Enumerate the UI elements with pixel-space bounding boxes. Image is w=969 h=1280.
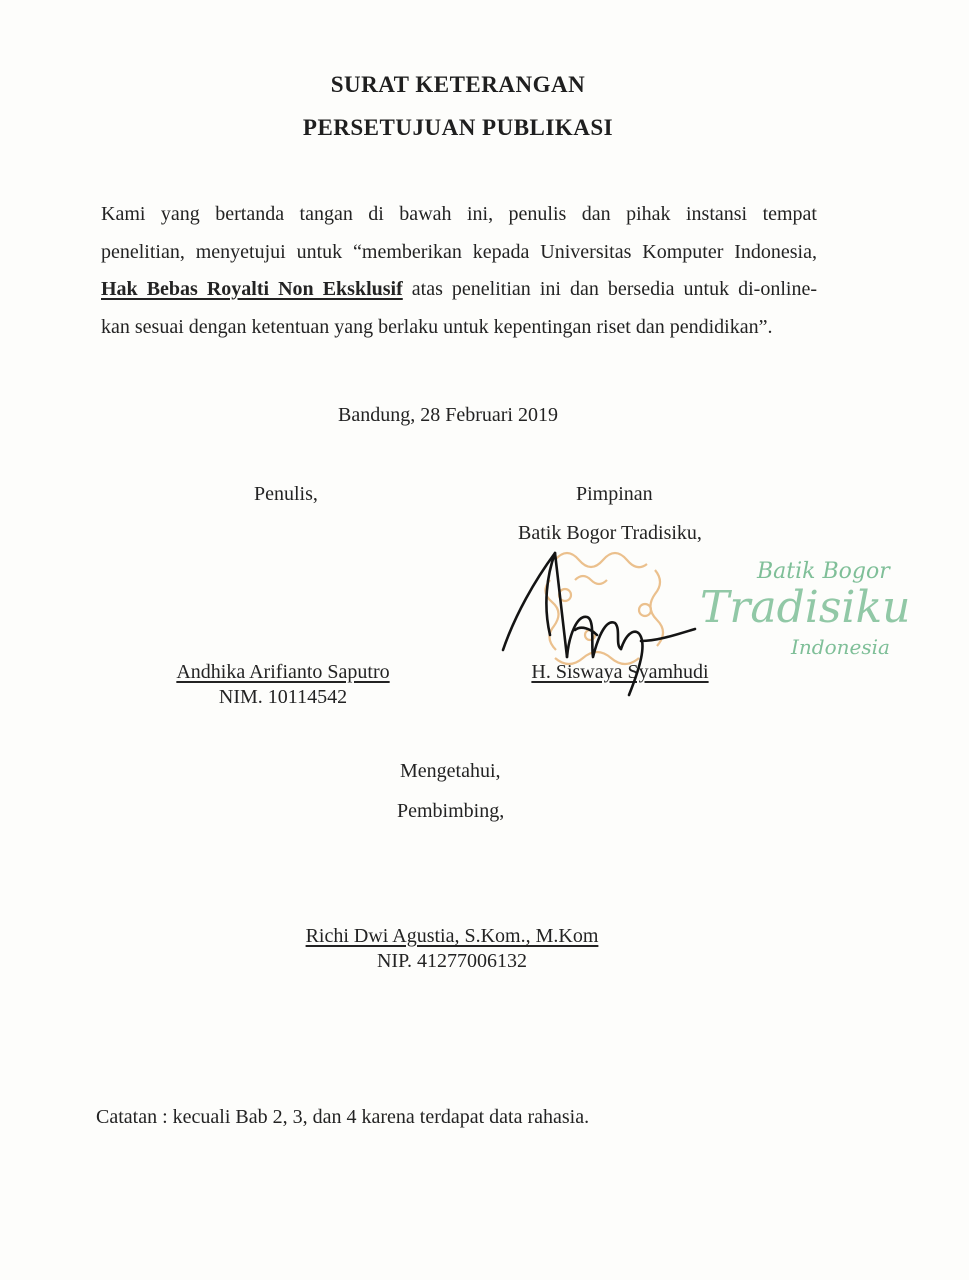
body-paragraph (101, 196, 817, 346)
body-line-3 (101, 271, 817, 309)
author-name: Andhika Arifianto Saputro (176, 661, 390, 683)
body-line-1: Kami yang bertanda tangan di bawah ini, penulis dan pihak instansi tempat (101, 203, 817, 225)
supervisor-name: Richi Dwi Agustia, S.Kom., M.Kom (305, 925, 599, 947)
body-line-2: penelitian, menyetujui untuk “memberikan kepada Universitas Komputer Indonesia, (101, 240, 817, 263)
author-nim: NIM. 10114542 (218, 686, 348, 708)
supervisor-nip: NIP. 41277006132 (376, 950, 527, 972)
supervisor-role: Pembimbing, (397, 800, 505, 822)
place-date: Bandung, 28 Februari 2019 (338, 404, 558, 426)
stamp-line-1: Batik Bogor (757, 559, 890, 584)
footnote: Catatan : kecuali Bab 2, 3, dan 4 karena terdapat data rahasia. (96, 1106, 590, 1128)
body-line-4: kan sesuai dengan ketentuan yang berlaku untuk kepentingan riset dan pendidikan”. (101, 315, 773, 338)
author-role: Penulis, (254, 483, 318, 505)
body-line-3-rest: atas penelitian ini dan bersedia untuk di-online- (402, 278, 817, 300)
leader-signature (495, 545, 710, 700)
royalty-term: Hak Bebas Royalti Non Eksklusif (101, 278, 403, 300)
leader-organization: Batik Bogor Tradisiku, (518, 522, 702, 544)
stamp-line-2: Tradisiku (700, 582, 911, 633)
acknowledge-label: Mengetahui, (400, 760, 501, 782)
leader-role: Pimpinan (576, 483, 653, 505)
document-subtitle: PERSETUJUAN PUBLIKASI (302, 115, 614, 140)
stamp-line-3: Indonesia (791, 635, 890, 659)
document-title: SURAT KETERANGAN (330, 72, 586, 97)
leader-name: H. Siswaya Syamhudi (531, 661, 709, 683)
